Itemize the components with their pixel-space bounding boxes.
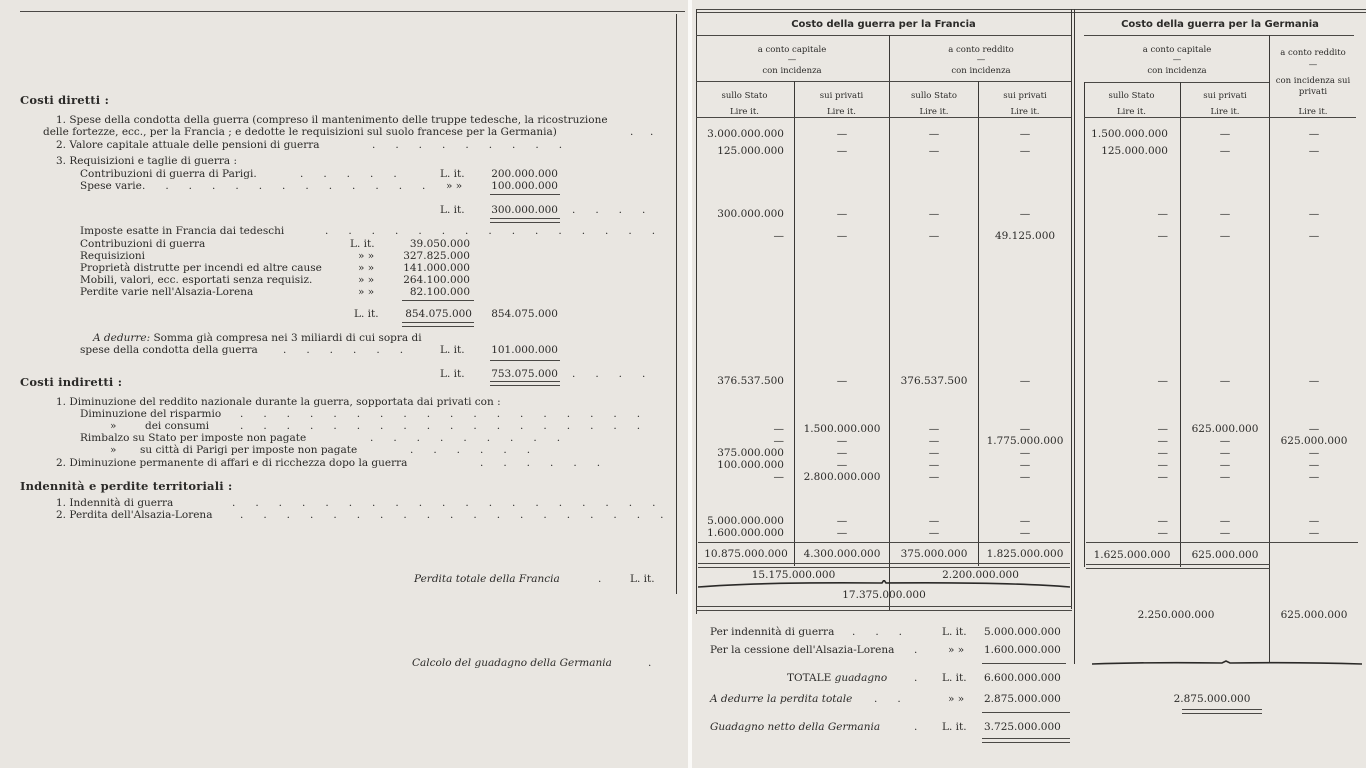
table-cell-alsazia-lorena: — [1157, 527, 1168, 539]
unit-label: L. it. [942, 626, 967, 638]
table-cell-alsazia-lorena: — [1019, 527, 1031, 539]
imposte-label: Imposte esatte in Francia dai tedeschi [80, 225, 285, 237]
table-cell-alsazia-lorena: — [1308, 527, 1320, 539]
col-unit: Lire it. [1210, 107, 1240, 117]
sum-rule [982, 663, 1066, 664]
sum-rule [402, 300, 474, 301]
unit-label: » » [948, 693, 965, 705]
unit-label: L. it. [354, 308, 379, 320]
leader-dots: ............. [142, 180, 446, 192]
item-spese-condotta-line2: delle fortezze, ecc., per la Francia ; e dedotte le requisizioni sul suolo francese per la Germania) [43, 126, 557, 138]
table-cell-pensioni: — [928, 145, 940, 157]
leader-dots: . [598, 573, 602, 585]
unit-label: L. it. [942, 672, 967, 684]
double-rule [402, 322, 474, 327]
grand-total-francia: 17.375.000.000 [842, 589, 926, 601]
col-unit: Lire it. [1010, 107, 1040, 117]
header-rule [696, 35, 1071, 36]
sum-reddito-francia: 2.200.000.000 [942, 569, 1019, 581]
table-cell-costi-diretti-netto: — [1219, 375, 1231, 387]
leader-dots: ..... [300, 168, 417, 180]
double-rule [982, 738, 1070, 743]
total-francia-col4: 1.825.000.000 [986, 548, 1064, 560]
header-dash: — [1308, 60, 1318, 70]
right-page [692, 0, 1366, 768]
table-cell-risparmio: — [1157, 423, 1168, 435]
table-cell-costi-diretti-netto: 376.537.500 [717, 375, 784, 387]
germania-reddito-incidenza: con incidenza sui privati [1275, 76, 1351, 97]
sub-rimbalzo-parigi: su città di Parigi per imposte non pagate [140, 444, 358, 456]
germania-title: Costo della guerra per la Germania [1121, 19, 1319, 30]
total-francia-col1: 10.875.000.000 [704, 548, 788, 560]
table-cell-rimbalzo-stato: — [1308, 447, 1320, 459]
table-cell-costi-diretti-netto: 376.537.500 [900, 375, 968, 387]
imposte-row-label: Requisizioni [80, 250, 146, 262]
calcolo-germania-label: Calcolo del guadagno della Germania [412, 657, 612, 669]
header-dash: — [787, 55, 797, 65]
totals-rule [698, 542, 1070, 543]
dedurre-value: 101.000.000 [491, 344, 558, 356]
table-cell-diminuzione-permanente: — [928, 471, 940, 483]
imposte-row-value: 264.100.000 [403, 274, 470, 286]
sub-rimbalzo-stato: Rimbalzo su Stato per imposte non pagate [80, 432, 307, 444]
total-germania-col2: 625.000.000 [1191, 549, 1259, 561]
double-rule [1086, 564, 1270, 569]
table-cell-diminuzione-permanente: 2.800.000.000 [803, 471, 881, 483]
spese-varie-value: 100.000.000 [491, 180, 558, 192]
leader-dots: .... [572, 368, 666, 380]
imposte-row-value: 82.100.000 [409, 286, 470, 298]
table-cell-diminuzione-permanente: — [1308, 471, 1320, 483]
imposte-row-label: Proprietà distrutte per incendi ed altre cause [80, 262, 322, 274]
dedurre-line2: spese della condotta della guerra [80, 344, 258, 356]
table-cell-imposte-tedeschi: — [1219, 230, 1231, 242]
guadagno-netto-label: Guadagno netto della Germania [710, 721, 881, 733]
unit-label: L. it. [630, 573, 655, 585]
table-cell-pensioni: — [1019, 145, 1031, 157]
subtotal-imposte: 854.075.000 [405, 308, 472, 320]
leader-dots: . [648, 657, 652, 669]
col-header: sui privati [1203, 91, 1247, 101]
dedurre-line1 [93, 332, 422, 344]
table-cell-imposte-tedeschi: 49.125.000 [994, 230, 1056, 242]
sum-rule [490, 194, 560, 195]
item-pensioni: 2. Valore capitale attuale delle pensioni di guerra [56, 139, 320, 151]
header-dash: — [976, 55, 986, 65]
table-cell-rimbalzo-stato: — [836, 447, 848, 459]
table-cell-rimbalzo-parigi: — [1308, 459, 1320, 471]
table-cell-imposte-tedeschi: — [928, 230, 940, 242]
col-unit: Lire it. [730, 107, 759, 117]
unit-label: » » [358, 286, 375, 298]
table-cell-consumi: — [1157, 435, 1168, 447]
table-cell-spese-condotta: — [836, 128, 848, 140]
table-cell-risparmio: — [773, 423, 784, 435]
guadagno-indennita-label: Per indennità di guerra [710, 626, 835, 638]
table-cell-consumi: — [928, 435, 940, 447]
guadagno-cessione-label: Per la cessione dell'Alsazia-Lorena [710, 644, 895, 656]
perdita-totale-label: Perdita totale della Francia [414, 573, 560, 585]
header-rule [696, 117, 1071, 118]
table-cell-pensioni: — [1219, 145, 1231, 157]
guadagno-totale-label [787, 672, 887, 684]
subtotal-imposte-carried: 854.075.000 [491, 308, 558, 320]
imposte-row-label: Perdite varie nell'Alsazia-Lorena [80, 286, 254, 298]
table-cell-spese-condotta: — [1019, 128, 1031, 140]
col-unit: Lire it. [1117, 107, 1146, 117]
table-cell-rimbalzo-parigi: 100.000.000 [717, 459, 784, 471]
header-rule [1084, 35, 1354, 36]
table-cell-diminuzione-permanente: — [1019, 471, 1031, 483]
section-indennita: Indennità e perdite territoriali : [20, 479, 233, 493]
unit-label: » » [358, 250, 375, 262]
table-cell-risparmio: — [928, 423, 940, 435]
brace-francia [698, 580, 1070, 588]
header-rule [696, 81, 1071, 82]
imposte-row-value: 327.825.000 [403, 250, 470, 262]
table-cell-imposte-tedeschi: — [773, 230, 784, 242]
imposte-row-value: 141.000.000 [403, 262, 470, 274]
francia-reddito: a conto reddito [948, 45, 1014, 55]
francia-reddito-incidenza: con incidenza [951, 66, 1011, 76]
table-cell-alsazia-lorena: — [1219, 527, 1231, 539]
item-diminuzione-reddito: 1. Diminuzione del reddito nazionale durante la guerra, sopportata dai privati con : [56, 396, 501, 408]
subtotal-netto: 753.075.000 [491, 368, 558, 380]
imposte-row-label: Mobili, valori, ecc. esportati senza requisiz. [80, 274, 313, 286]
table-cell-rimbalzo-parigi: — [1157, 459, 1168, 471]
leader-dots: ............... [325, 225, 676, 237]
table-cell-requisizioni: — [1157, 208, 1168, 220]
col-header: sullo Stato [911, 91, 957, 101]
table-cell-spese-condotta: 3.000.000.000 [707, 128, 784, 140]
double-rule [1182, 709, 1262, 714]
table-cell-imposte-tedeschi: — [836, 230, 848, 242]
guadagno-totale-value: 6.600.000.000 [984, 672, 1061, 684]
col-header: sui privati [1003, 91, 1047, 101]
leader-dots: .................. [240, 420, 661, 432]
germania-reddito: a conto reddito [1280, 48, 1346, 58]
dedurre-label: A dedurre: [93, 332, 151, 344]
table-cell-consumi: — [1219, 435, 1231, 447]
sum-capitale-germania: 2.250.000.000 [1137, 609, 1215, 621]
table-cell-rimbalzo-stato: 375.000.000 [717, 447, 784, 459]
col-header: sullo Stato [1108, 91, 1155, 101]
dedurre-text: Somma già compresa nei 3 miliardi di cui sopra di [153, 332, 422, 344]
table-cell-pensioni: 125.000.000 [717, 145, 784, 157]
table-cell-indennita-guerra: — [836, 515, 848, 527]
table-cell-rimbalzo-stato: — [1219, 447, 1231, 459]
germania-capitale: a conto capitale [1142, 45, 1212, 55]
margin-rule [676, 14, 677, 594]
leader-dots: ...... [410, 444, 551, 456]
table-cell-consumi: — [836, 435, 848, 447]
item-spese-condotta-line1: 1. Spese della condotta della guerra (compreso il mantenimento delle truppe tedesche, la ricostruzione [56, 114, 608, 126]
table-cell-spese-condotta: 1.500.000.000 [1091, 128, 1168, 140]
top-rule [696, 12, 1366, 13]
col-unit: Lire it. [919, 107, 949, 117]
table-cell-indennita-guerra: — [1219, 515, 1231, 527]
header-dash: — [1172, 55, 1182, 65]
table-cell-pensioni: — [1308, 145, 1320, 157]
top-rule [696, 9, 1366, 10]
francia-capitale: a conto capitale [757, 45, 827, 55]
table-cell-indennita-guerra: — [1157, 515, 1168, 527]
unit-label: L. it. [942, 721, 967, 733]
table-cell-requisizioni: — [1308, 208, 1320, 220]
top-rule [20, 11, 685, 12]
table-cell-diminuzione-permanente: — [1219, 471, 1231, 483]
table-border-mid [1074, 9, 1075, 664]
table-cell-rimbalzo-parigi: — [1219, 459, 1231, 471]
leader-dots: .................. [240, 408, 661, 420]
leader-dots: ...... [480, 457, 621, 469]
table-cell-risparmio: — [1019, 423, 1031, 435]
guadagno-cessione-value: 1.600.000.000 [984, 644, 1061, 656]
section-costi-indiretti: Costi indiretti : [20, 375, 123, 389]
unit-label: » » [358, 274, 375, 286]
table-cell-diminuzione-permanente: — [1157, 471, 1168, 483]
table-cell-costi-diretti-netto: — [1157, 375, 1168, 387]
guadagno-dedurre-label: A dedurre la perdita totale [710, 693, 853, 705]
table-cell-spese-condotta: — [1308, 128, 1320, 140]
table-cell-alsazia-lorena: 1.600.000.000 [707, 527, 784, 539]
table-border-mid [1071, 9, 1072, 609]
sub-consumi: dei consumi [145, 420, 210, 432]
leader-dots: ......... [372, 139, 583, 151]
table-cell-requisizioni: — [928, 208, 940, 220]
totale-caps: TOTALE [787, 672, 832, 684]
leader-dots: .... [572, 204, 666, 216]
table-cell-imposte-tedeschi: — [1157, 230, 1168, 242]
header-rule [1084, 82, 1269, 83]
table-cell-diminuzione-permanente: — [773, 471, 784, 483]
double-rule [490, 218, 560, 223]
col-unit: Lire it. [827, 107, 856, 117]
table-cell-risparmio: 625.000.000 [1191, 423, 1259, 435]
table-cell-rimbalzo-stato: — [1019, 447, 1031, 459]
header-rule [1084, 117, 1356, 118]
unit-label: » » [446, 180, 463, 192]
table-cell-risparmio: — [1308, 423, 1320, 435]
unit-label: » » [358, 262, 375, 274]
table-cell-alsazia-lorena: — [836, 527, 848, 539]
unit-label: L. it. [440, 344, 465, 356]
table-cell-rimbalzo-parigi: — [1019, 459, 1031, 471]
table-cell-pensioni: — [836, 145, 848, 157]
unit-label: L. it. [440, 368, 465, 380]
table-cell-spese-condotta: — [928, 128, 940, 140]
table-cell-costi-diretti-netto: — [836, 375, 848, 387]
sub-risparmio: Diminuzione del risparmio [80, 408, 222, 420]
leader-dots: . [914, 672, 918, 684]
totale-italic: guadagno [834, 672, 888, 684]
spese-varie-label: Spese varie [80, 180, 142, 192]
double-rule [490, 381, 560, 386]
table-cell-requisizioni: — [1019, 208, 1031, 220]
col-header: sui privati [819, 91, 864, 101]
unit-label: » » [948, 644, 965, 656]
section-costi-diretti: Costi diretti : [20, 93, 110, 107]
leader-dots: .. [874, 693, 921, 705]
item-diminuzione-permanente: 2. Diminuzione permanente di affari e di ricchezza dopo la guerra [56, 457, 408, 469]
table-cell-consumi: 625.000.000 [1280, 435, 1348, 447]
leader-dots: ... [852, 626, 923, 638]
germania-perdita-totale: 2.875.000.000 [1173, 693, 1251, 705]
item-requisizioni: 3. Requisizioni e taglie di guerra : [56, 155, 238, 167]
leader-dots: ......... [370, 432, 581, 444]
table-cell-spese-condotta: — [1219, 128, 1231, 140]
table-cell-risparmio: 1.500.000.000 [803, 423, 881, 435]
imposte-row-value: 39.050.000 [409, 238, 470, 250]
sum-rule [490, 360, 560, 361]
table-cell-rimbalzo-parigi: — [836, 459, 848, 471]
guadagno-indennita-value: 5.000.000.000 [984, 626, 1061, 638]
brace-germania [1092, 659, 1362, 667]
item-alsazia-lorena: 2. Perdita dell'Alsazia-Lorena [56, 509, 213, 521]
table-cell-rimbalzo-stato: — [928, 447, 940, 459]
ditto-mark: » [110, 420, 117, 432]
sum-capitale-francia: 15.175.000.000 [751, 569, 836, 581]
subtotal-requisizioni: 300.000.000 [491, 204, 558, 216]
table-cell-indennita-guerra: — [928, 515, 940, 527]
leader-dots: ................... [232, 497, 676, 509]
contrib-parigi-label: Contribuzioni di guerra di Parigi. [80, 168, 257, 180]
unit-label: L. it. [440, 204, 465, 216]
table-cell-indennita-guerra: 5.000.000.000 [707, 515, 784, 527]
germania-capitale-incidenza: con incidenza [1147, 66, 1207, 76]
sum-reddito-germania: 625.000.000 [1280, 609, 1348, 621]
imposte-row-label: Contribuzioni di guerra [80, 238, 206, 250]
ditto-mark: » [110, 444, 117, 456]
table-cell-pensioni: 125.000.000 [1101, 145, 1168, 157]
table-cell-rimbalzo-stato: — [1157, 447, 1168, 459]
total-francia-col2: 4.300.000.000 [803, 548, 881, 560]
contrib-parigi-value: 200.000.000 [491, 168, 558, 180]
double-rule [698, 563, 1070, 568]
table-cell-consumi: 1.775.000.000 [986, 435, 1064, 447]
double-rule [696, 606, 1072, 611]
totals-rule [1086, 542, 1358, 543]
table-cell-requisizioni: — [1219, 208, 1231, 220]
table-cell-alsazia-lorena: — [928, 527, 940, 539]
guadagno-netto-value: 3.725.000.000 [984, 721, 1061, 733]
table-cell-indennita-guerra: — [1308, 515, 1320, 527]
francia-capitale-incidenza: con incidenza [762, 66, 822, 76]
leader-dots: ................... [240, 509, 684, 521]
table-cell-imposte-tedeschi: — [1308, 230, 1320, 242]
table-cell-indennita-guerra: — [1019, 515, 1031, 527]
total-francia-col3: 375.000.000 [900, 548, 968, 560]
unit-label: L. it. [440, 168, 465, 180]
table-cell-rimbalzo-parigi: — [928, 459, 940, 471]
leader-dots: . [914, 644, 918, 656]
table-cell-consumi: — [773, 435, 784, 447]
unit-label: L. it. [350, 238, 375, 250]
table-cell-costi-diretti-netto: — [1308, 375, 1320, 387]
table-cell-requisizioni: — [836, 208, 848, 220]
leader-dots: ...... [283, 344, 424, 356]
leader-dots: . . [630, 126, 654, 138]
col-unit: Lire it. [1298, 107, 1328, 117]
francia-title: Costo della guerra per la Francia [791, 19, 976, 30]
leader-dots: . [914, 721, 918, 733]
col-header: sullo Stato [721, 91, 768, 101]
table-cell-costi-diretti-netto: — [1019, 375, 1031, 387]
sum-rule [982, 712, 1070, 713]
item-indennita-guerra: 1. Indennità di guerra [56, 497, 174, 509]
total-germania-col1: 1.625.000.000 [1093, 549, 1171, 561]
table-cell-requisizioni: 300.000.000 [717, 208, 784, 220]
guadagno-dedurre-value: 2.875.000.000 [984, 693, 1061, 705]
